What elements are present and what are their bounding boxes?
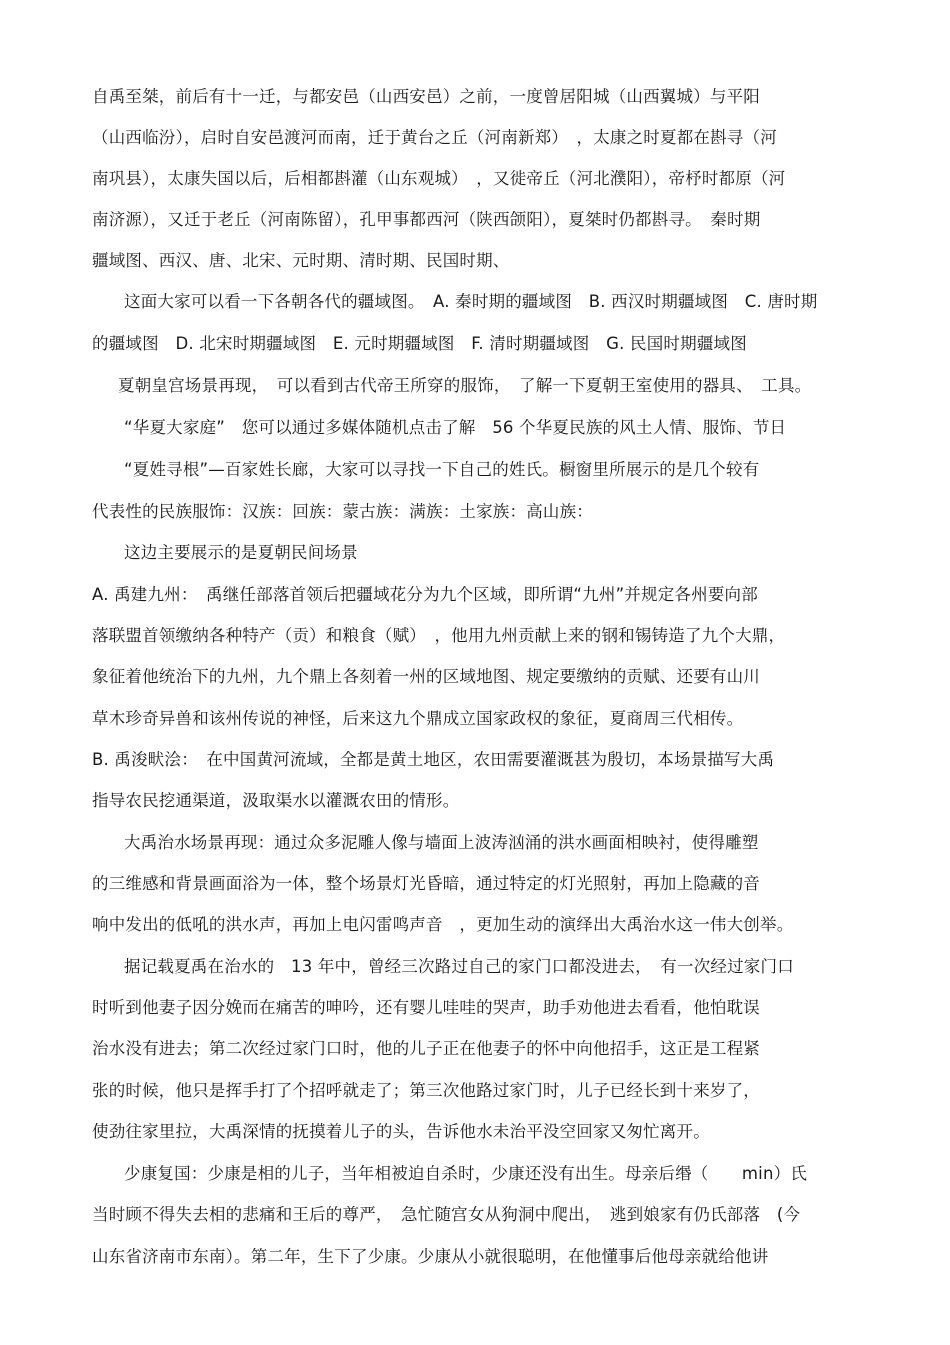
text-line: 疆域图、西汉、唐、北宋、元时期、清时期、民国时期、 [92, 251, 510, 270]
text-line: “夏姓寻根”—百家姓长廊，大家可以寻找一下自己的姓氏。橱窗里所展示的是几个较有 [124, 460, 760, 479]
text-line: 的三维感和背景画面浴为一体，整个场景灯光昏暗，通过特定的灯光照射，再加上隐藏的音 [92, 874, 760, 893]
text-line: A. 禹建九州： 禹继任部落首领后把疆域花分为九个区域，即所谓“九州”并规定各州要向部 [92, 585, 758, 604]
text-line: 南济源），又迁于老丘（河南陈留），孔甲事都西河（陕西颌阳），夏桀时仍都斟寻。 秦时期 [92, 210, 761, 229]
text-line: 张的时候，他只是挥手打了个招呼就走了；第三次他路过家门时，儿子已经长到十来岁了， [92, 1081, 760, 1100]
text-line: 大禹治水场景再现：通过众多泥雕人像与墙面上波涛汹涌的洪水画面相映衬，使得雕塑 [124, 833, 759, 852]
text-line: 当时顾不得失去相的悲痛和王后的尊严， 急忙随宫女从狗洞中爬出， 逃到娘家有仍氏部落 (今 [92, 1205, 801, 1224]
text-line: 指导农民挖通渠道，汲取渠水以灌溉农田的情形。 [92, 791, 460, 810]
text-line: 这面大家可以看一下各朝各代的疆域图。 A. 秦时期的疆域图 B. 西汉时期疆域图 C. 唐时期 [124, 292, 818, 311]
text-line: 代表性的民族服饰：汉族：回族：蒙古族：满族：土家族：高山族： [92, 502, 593, 521]
text-line: 据记载夏禹在治水的 13 年中，曾经三次路过自己的家门口都没进去， 有一次经过家门口 [124, 957, 794, 976]
text-line: 治水没有进去；第二次经过家门口时，他的儿子正在他妻子的怀中向他招手，这正是工程紧 [92, 1039, 760, 1058]
text-line: 草木珍奇异兽和该州传说的神怪，后来这九个鼎成立国家政权的象征，夏商周三代相传。 [92, 709, 744, 728]
text-line: （山西临汾），启时自安邑渡河而南，迁于黄台之丘（河南新郑） ，太康之时夏都在斟寻（河 [92, 128, 777, 147]
text-line: 的疆域图 D. 北宋时期疆域图 E. 元时期疆域图 F. 清时期疆域图 G. 民国时期疆域图 [92, 334, 747, 353]
text-line: 响中发出的低吼的洪水声，再加上电闪雷鸣声音 ，更加生动的演绎出大禹治水这一伟大创举。 [92, 915, 794, 934]
text-line: 使劲往家里拉，大禹深情的抚摸着儿子的头，告诉他水未治平没空回家又匆忙离开。 [92, 1122, 710, 1141]
text-line: 山东省济南市东南）。第二年，生下了少康。少康从小就很聪明，在他懂事后他母亲就给他讲 [92, 1247, 769, 1266]
text-line: 南巩县），太康失国以后，后相都斟灌（山东观城） ，又徙帝丘（河北濮阳），帝杼时都原（河 [92, 169, 786, 188]
text-line: 自禹至桀，前后有十一迁，与都安邑（山西安邑）之前，一度曾居阳城（山西翼城）与平阳 [92, 87, 760, 106]
text-line: 落联盟首领缴纳各种特产（贡）和粮食（赋） ，他用九州贡献上来的钢和锡铸造了九个大鼎， [92, 626, 786, 645]
text-line: “华夏大家庭” 您可以通过多媒体随机点击了解 56 个华夏民族的风土人情、服饰、节日 [124, 418, 787, 437]
text-line: 夏朝皇宫场景再现， 可以看到古代帝王所穿的服饰， 了解一下夏朝王室使用的器具、 工具。 [118, 376, 812, 395]
text-line: 象征着他统治下的九州，九个鼎上各刻着一州的区域地图、规定要缴纳的贡赋、还要有山川 [92, 667, 760, 686]
text-line: 这边主要展示的是夏朝民间场景 [124, 543, 358, 562]
text-line: B. 禹浚畎浍： 在中国黄河流域，全都是黄土地区，农田需要灌溉甚为殷切，本场景描写大禹 [92, 750, 775, 769]
text-line: 时听到他妻子因分娩而在痛苦的呻吟，还有婴儿哇哇的哭声，助手劝他进去看看，他怕耽误 [92, 998, 760, 1017]
text-line: 少康复国：少康是相的儿子，当年相被迫自杀时，少康还没有出生。母亲后缗（ min）氏 [124, 1164, 808, 1183]
